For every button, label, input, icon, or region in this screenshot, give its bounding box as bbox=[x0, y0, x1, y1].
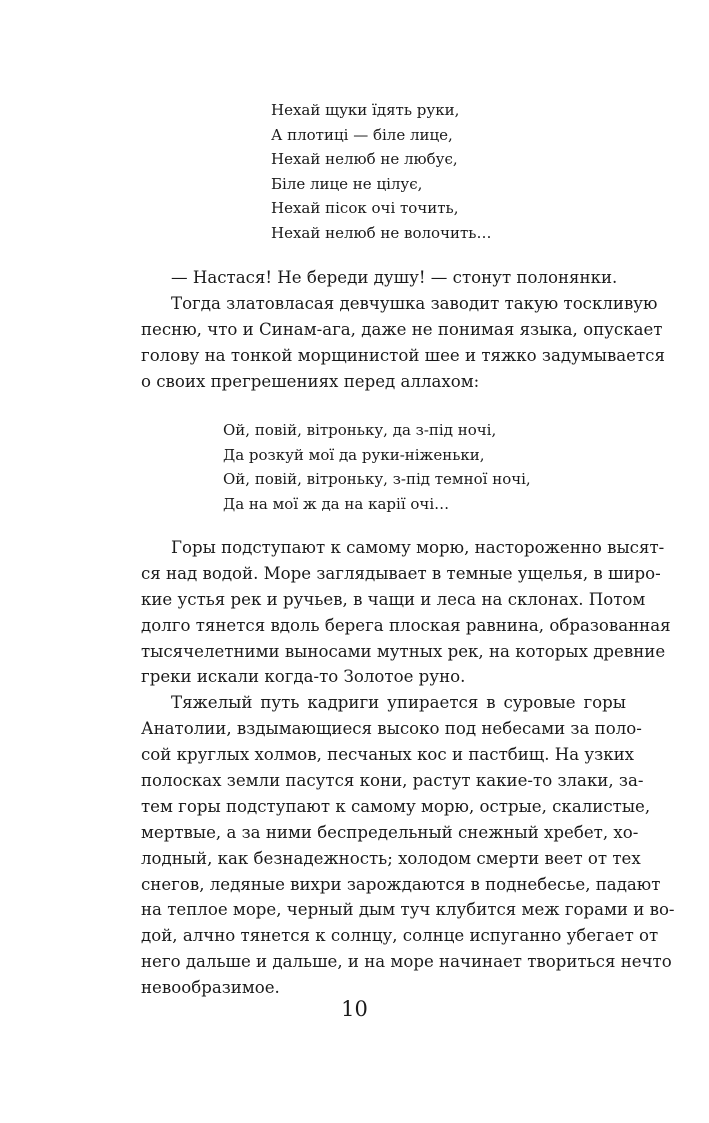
poem-line: Нехай нелюб не волочить… bbox=[271, 223, 492, 242]
poem-stanza-2 bbox=[223, 418, 531, 516]
poem-line: Біле лице не цілує, bbox=[271, 174, 423, 193]
text-line: него дальше и дальше, и на море начинает твориться нечто bbox=[141, 952, 672, 972]
text-line: кие устья рек и ручьев, в чащи и леса на склонах. Потом bbox=[141, 589, 646, 609]
text-line: дой, алчно тянется к солнцу, солнце испуганно убегает от bbox=[141, 926, 659, 946]
prose-block-2 bbox=[141, 535, 675, 1001]
page-number: 10 bbox=[341, 997, 368, 1021]
poem-line: Ой, повій, вітроньку, з-під темної ночі, bbox=[223, 470, 531, 488]
text-line: голову на тонкой морщинистой шее и тяжко задумывается bbox=[141, 345, 665, 365]
text-line: тысячелетними выносами мутных рек, на которых древние bbox=[141, 641, 666, 661]
text-line: Анатолии, вздымающиеся высоко под небесами за поло- bbox=[141, 719, 642, 739]
text-line: невообразимое. bbox=[141, 978, 280, 998]
prose-block-1 bbox=[141, 265, 665, 394]
text-line: о своих прегрешениях перед аллахом: bbox=[141, 371, 480, 391]
text-line: Горы подступают к самому морю, настороженно высят- bbox=[171, 538, 665, 557]
poem-line: А плотиці — біле лице, bbox=[271, 125, 453, 144]
text-line: Тогда златовласая девчушка заводит такую тоскливую bbox=[171, 293, 658, 313]
text-line: греки искали когда-то Золотое руно. bbox=[141, 667, 466, 687]
poem-line: Нехай нелюб не любує, bbox=[271, 150, 458, 168]
text-line: — Настася! Не береди душу! — стонут полонянки. bbox=[171, 268, 618, 287]
text-line: лодный, как безнадежность; холодом смерти веет от тех bbox=[141, 848, 641, 868]
text-line: Тяжелый путь кадриги упирается в суровые горы bbox=[171, 693, 626, 713]
text-line: сой круглых холмов, песчаных кос и пастбищ. На узких bbox=[141, 745, 635, 765]
poem-line: Нехай щуки їдять руки, bbox=[271, 101, 460, 119]
poem-stanza-1 bbox=[271, 98, 491, 245]
text-line: песню, что и Синам-ага, даже не понимая языка, опускает bbox=[141, 319, 663, 339]
text-line: ся над водой. Море заглядывает в темные ущелья, в широ- bbox=[141, 563, 661, 583]
text-line: снегов, ледяные вихри зарождаются в поднебесье, падают bbox=[141, 874, 661, 894]
text-line: долго тянется вдоль берега плоская равнина, образованная bbox=[141, 615, 671, 635]
text-line: тем горы подступают к самому морю, острые, скалистые, bbox=[141, 796, 651, 816]
poem-line: Нехай пісок очі точить, bbox=[271, 199, 459, 217]
text-line: полосках земли пасутся кони, растут какие-то злаки, за- bbox=[141, 771, 644, 791]
poem-line: Да на мої ж да на карії очі… bbox=[223, 494, 450, 513]
text-line: мертвые, а за ними беспредельный снежный хребет, хо- bbox=[141, 822, 639, 842]
poem-line: Да розкуй мої да руки-ніженьки, bbox=[223, 445, 485, 464]
text-line: на теплое море, черный дым туч клубится меж горами и во- bbox=[141, 900, 675, 920]
poem-line: Ой, повій, вітроньку, да з-під ночі, bbox=[223, 421, 497, 439]
